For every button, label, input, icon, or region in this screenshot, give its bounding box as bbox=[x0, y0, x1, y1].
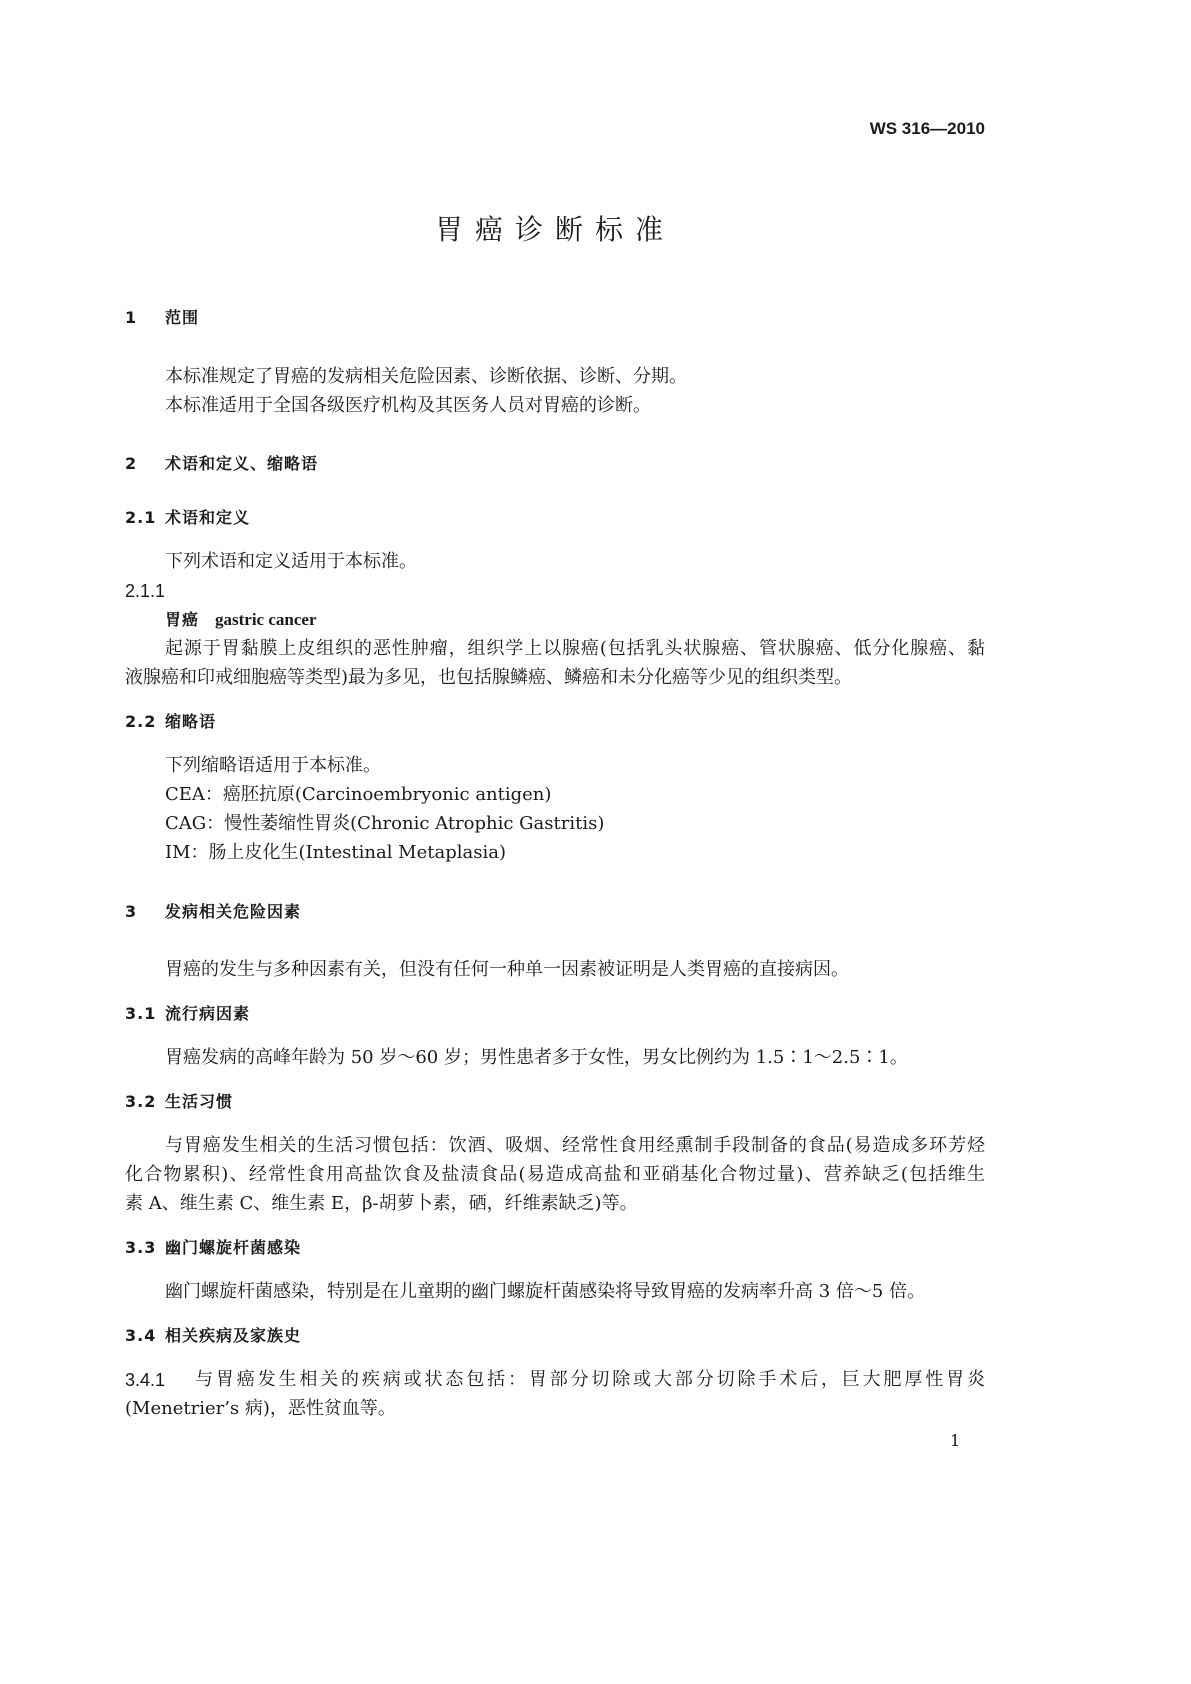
section-number: 1 bbox=[125, 308, 138, 327]
paragraph-line: 化合物累积)、经常性食用高盐饮食及盐渍食品(易造成高盐和亚硝基化合物过量)、营养缺乏(包括维生 bbox=[125, 1164, 985, 1185]
section-heading bbox=[125, 507, 250, 529]
section-number: 3 bbox=[125, 902, 138, 921]
paragraph-line: 素 A、维生素 C、维生素 E，β-胡萝卜素，硒，纤维素缺乏)等。 bbox=[125, 1193, 638, 1214]
section-title: 幽门螺旋杆菌感染 bbox=[165, 1238, 302, 1257]
standard-code: WS 316—2010 bbox=[869, 119, 985, 138]
section-number: 2.2 bbox=[125, 712, 157, 731]
section-heading bbox=[125, 711, 216, 733]
term-en: gastric cancer bbox=[215, 610, 317, 629]
section-number: 2.1 bbox=[125, 508, 157, 527]
abbreviation: CEA：癌胚抗原(Carcinoembryonic antigen) bbox=[165, 784, 552, 805]
clause-number: 3.4.1 bbox=[125, 1370, 166, 1390]
section-heading bbox=[125, 901, 301, 923]
section-title: 术语和定义 bbox=[165, 508, 251, 527]
page-title: 胃癌诊断标准 bbox=[434, 213, 675, 246]
section-heading bbox=[125, 453, 318, 475]
term-zh: 胃癌 bbox=[165, 610, 200, 629]
paragraph: 下列术语和定义适用于本标准。 bbox=[165, 551, 417, 572]
section-title: 发病相关危险因素 bbox=[165, 902, 302, 921]
section-heading bbox=[125, 307, 199, 329]
section-number: 3.2 bbox=[125, 1092, 157, 1111]
abbreviation: CAG：慢性萎缩性胃炎(Chronic Atrophic Gastritis) bbox=[165, 813, 605, 834]
section-heading bbox=[125, 1003, 250, 1025]
paragraph: 下列缩略语适用于本标准。 bbox=[165, 755, 381, 776]
section-number: 3.1 bbox=[125, 1004, 157, 1023]
paragraph: 本标准规定了胃癌的发病相关危险因素、诊断依据、诊断、分期。 bbox=[165, 366, 687, 387]
paragraph-line: 起源于胃黏膜上皮组织的恶性肿瘤，组织学上以腺癌(包括乳头状腺癌、管状腺癌、低分化腺癌、黏 bbox=[165, 638, 985, 659]
section-heading bbox=[125, 1091, 233, 1113]
section-number: 3.3 bbox=[125, 1238, 157, 1257]
section-title: 缩略语 bbox=[165, 712, 217, 731]
abbreviation: IM：肠上皮化生(Intestinal Metaplasia) bbox=[165, 842, 506, 863]
section-number: 2 bbox=[125, 454, 138, 473]
paragraph-line: 与胃癌发生相关的疾病或状态包括：胃部分切除或大部分切除手术后，巨大肥厚性胃炎 bbox=[195, 1369, 985, 1390]
page-number: 1 bbox=[950, 1431, 961, 1450]
section-title: 流行病因素 bbox=[165, 1004, 251, 1023]
clause-number: 2.1.1 bbox=[125, 581, 166, 601]
section-number: 3.4 bbox=[125, 1326, 157, 1345]
section-title: 相关疾病及家族史 bbox=[165, 1326, 302, 1345]
paragraph: 幽门螺旋杆菌感染，特别是在儿童期的幽门螺旋杆菌感染将导致胃癌的发病率升高 3 倍～5 倍。 bbox=[165, 1281, 926, 1302]
term-heading bbox=[165, 609, 317, 631]
section-heading bbox=[125, 1237, 301, 1259]
section-title: 范围 bbox=[165, 308, 200, 327]
section-title: 生活习惯 bbox=[165, 1092, 234, 1111]
paragraph: 胃癌的发生与多种因素有关，但没有任何一种单一因素被证明是人类胃癌的直接病因。 bbox=[165, 959, 849, 980]
section-heading bbox=[125, 1325, 301, 1347]
paragraph: 胃癌发病的高峰年龄为 50 岁～60 岁；男性患者多于女性，男女比例约为 1.5∶1～2.5∶1。 bbox=[165, 1047, 908, 1068]
paragraph-line: 与胃癌发生相关的生活习惯包括：饮酒、吸烟、经常性食用经熏制手段制备的食品(易造成多环芳烃 bbox=[165, 1135, 985, 1156]
section-title: 术语和定义、缩略语 bbox=[165, 454, 319, 473]
paragraph-line: 液腺癌和印戒细胞癌等类型)最为多见，也包括腺鳞癌、鳞癌和未分化癌等少见的组织类型。 bbox=[125, 667, 853, 688]
paragraph: 本标准适用于全国各级医疗机构及其医务人员对胃癌的诊断。 bbox=[165, 395, 651, 416]
paragraph-line: (Menetrier’s 病)，恶性贫血等。 bbox=[125, 1398, 396, 1419]
